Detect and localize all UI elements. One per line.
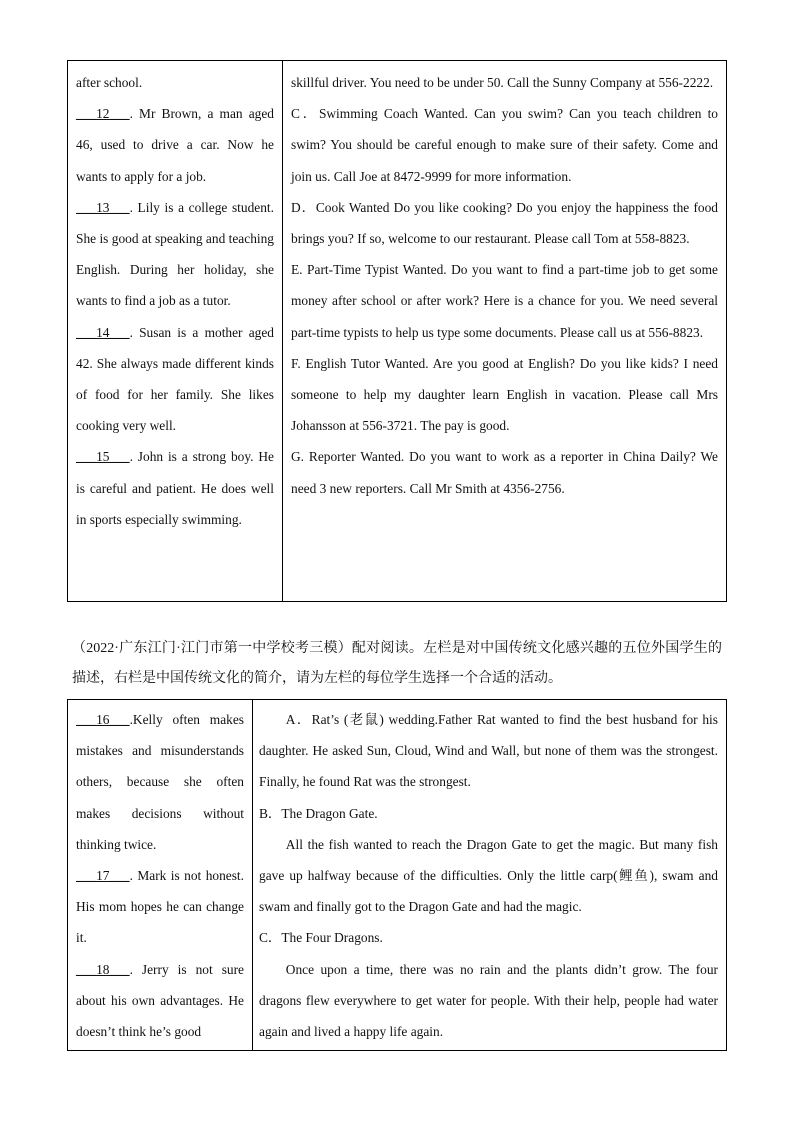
story-paragraph: A．Rat’s (老鼠) wedding.Father Rat wanted to find the best husband for his daughter. He asked Sun, Cloud, Wind and Wall, but none of them was the strongest. Finally, he found Rat was the strongest. [259,712,718,790]
answer-blank[interactable]: ___15___ [76,449,130,465]
student-item: ___14___. Susan is a mother aged 42. She always made different kinds of food for her family. She likes cooking very well. [76,324,274,434]
student-item: ___17___. Mark is not honest. His mom hopes he can change it. [76,868,244,946]
answer-blank[interactable]: ___13___ [76,199,130,215]
ad-item: F. English Tutor Wanted. Are you good at English? Do you like kids? I need someone to help my daughter learn English in vacation. Please call Mrs Johansson at 556-3721. The pay is good. [291,355,718,434]
answer-blank[interactable]: ___16___ [76,712,130,727]
right-column-stories [253,700,726,1050]
answer-blank[interactable]: ___17___ [76,868,130,884]
story-title: C．The Four Dragons. [259,930,383,946]
matching-table-1 [67,60,727,602]
ad-item: G. Reporter Wanted. Do you want to work as a reporter in China Daily? We need 3 new reporters. Call Mr Smith at 4356-2756. [291,449,718,496]
story-paragraph: All the fish wanted to reach the Dragon Gate to get the magic. But many fish gave up halfway because of the difficulties. Only the little carp(鲤鱼), swam and swam and finally got to the Dragon Gate and had the magic. [259,836,718,915]
answer-blank[interactable]: ___14___ [76,324,130,340]
section-heading: （2022·广东江门·江门市第一中学校考三模）配对阅读。左栏是对中国传统文化感兴趣的五位外国学生的描述，右栏是中国传统文化的简介，请为左栏的每位学生选择一个合适的活动。 [72,641,722,686]
student-item: after school. [76,75,143,90]
student-item: ___18___. Jerry is not sure about his own advantages. He doesn’t think he’s good [76,961,244,1040]
ad-item: E. Part-Time Typist Wanted. Do you want to find a part-time job to get some money after school or after work? Here is a chance for you. We need several part-time typists to help us type some documents. Please call us at 556-8823. [291,262,718,340]
story-paragraph: Once upon a time, there was no rain and the plants didn’t grow. The four dragons flew everywhere to get water for people. With their help, people had water again and lived a happy life again. [259,961,718,1040]
story-title: B．The Dragon Gate. [259,805,378,821]
matching-table-2 [67,699,727,1051]
left-column-students [68,700,253,1050]
left-column-students [68,61,283,601]
student-item: ___15___. John is a strong boy. He is careful and patient. He does well in sports especially swimming. [76,449,274,527]
answer-blank[interactable]: ___12___ [76,106,130,122]
ad-item: D．Cook Wanted Do you like cooking? Do you enjoy the happiness the food brings you? If so, welcome to our restaurant. Please call Tom at 558-8823. [291,199,718,247]
ad-item: C．Swimming Coach Wanted. Can you swim? Can you teach children to swim? You should be careful enough to make sure of their safety. Come and join us. Call Joe at 8472-9999 for more information. [291,106,718,184]
answer-blank[interactable]: ___18___ [76,961,130,977]
student-item: ___12___. Mr Brown, a man aged 46, used to drive a car. Now he wants to apply for a job. [76,106,274,184]
ad-item: skillful driver. You need to be under 50. Call the Sunny Company at 556-2222. [291,75,714,90]
right-column-ads [283,61,726,601]
student-item: ___13___. Lily is a college student. She is good at speaking and teaching English. During her holiday, she wants to find a job as a tutor. [76,199,274,309]
student-item: ___16___.Kelly often makes mistakes and misunderstands others, because she often makes decisions without thinking twice. [76,712,244,852]
